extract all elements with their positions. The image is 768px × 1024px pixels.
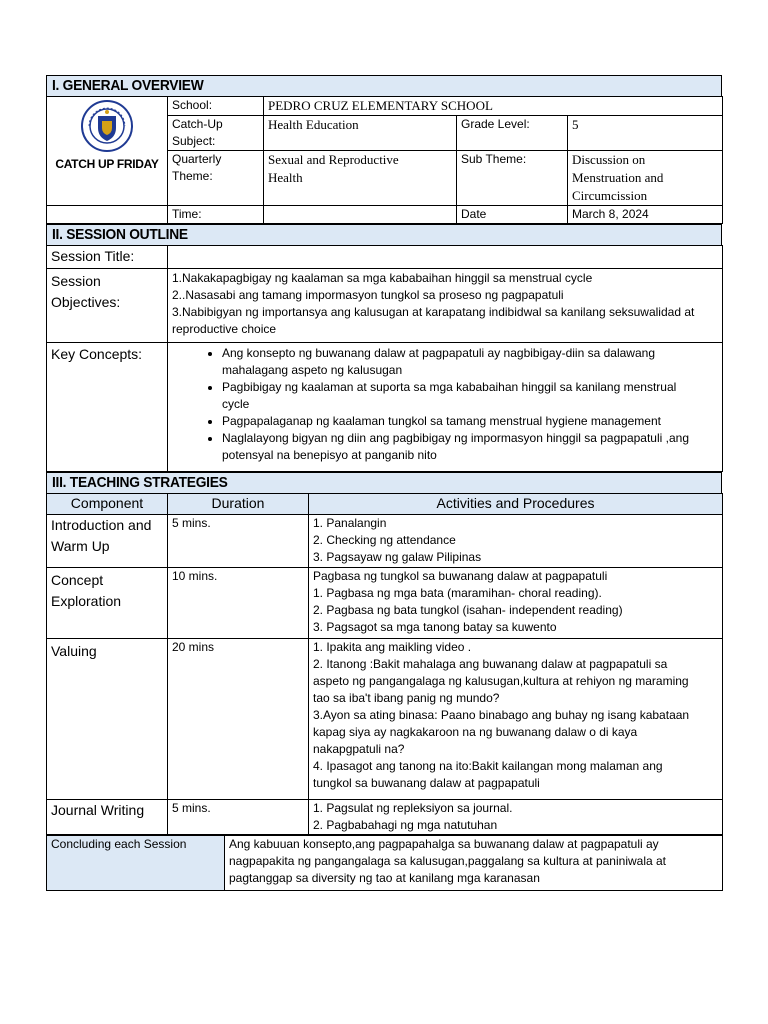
- school-label: School:: [168, 97, 264, 116]
- school-value: PEDRO CRUZ ELEMENTARY SCHOOL: [264, 97, 723, 116]
- subject-label-line: Subject:: [172, 134, 216, 148]
- section-heading-text: I. GENERAL OVERVIEW: [52, 77, 204, 94]
- column-header-duration: Duration: [168, 494, 309, 515]
- sub-theme-value: [568, 151, 723, 206]
- key-concept-item: [222, 413, 718, 430]
- activities-cell: [309, 515, 723, 568]
- concluding-line: Ang kabuuan konsepto,ang pagpapahalga sa buwanang dalaw at pagpapatuli ay: [229, 837, 659, 851]
- activity-line: 1. Panalangin: [313, 516, 387, 530]
- concluding-text-cell: [225, 836, 723, 891]
- objective-item: 3.Nabibigyan ng importansya ang kalusugan at karapatang indibidwal sa kanilang seksuwalidad at: [172, 305, 695, 319]
- subject-label-line: Catch-Up: [172, 117, 223, 131]
- key-concept-line: • Pagbibigay ng kaalaman at suporta sa mga kababaihan hinggil sa kanilang menstrual: [222, 380, 677, 394]
- key-concept-line: • Ang konsepto ng buwanang dalaw at pagpapatuli ay nagbibigay-diin sa dalawang: [222, 346, 655, 360]
- objectives-label-line: Session: [51, 273, 101, 289]
- theme-label-line: Quarterly: [172, 152, 222, 166]
- column-header-activities: Activities and Procedures: [309, 494, 723, 515]
- key-concept-line: • Pagpapalaganap ng kaalaman tungkol sa tamang menstrual hygiene management: [222, 414, 661, 428]
- activity-line: 2. Checking ng attendance: [313, 533, 456, 547]
- concluding-line: nagpapakita ng pangangalaga sa kalusugan,paggalang sa kultura at paniniwala at: [229, 854, 667, 868]
- quarterly-theme-value: [264, 151, 457, 206]
- concluding-table: [46, 835, 723, 891]
- objective-item: 1.Nakakapagbigay ng kaalaman sa mga kababaihan hinggil sa menstrual cycle: [172, 271, 593, 285]
- sub-theme-label: Sub Theme:: [457, 151, 568, 206]
- key-concepts-label: Key Concepts:: [47, 343, 168, 472]
- activity-line: nakapgpatuli na?: [313, 742, 405, 756]
- deped-seal-icon: [81, 100, 133, 152]
- subject-label-cell: [168, 116, 264, 151]
- component-cell: Valuing: [47, 639, 168, 800]
- objective-item: reproductive choice: [172, 322, 277, 336]
- table-row: [47, 800, 723, 835]
- teaching-strategies-table: [46, 493, 723, 835]
- activity-line: 3. Pagsagot sa mga tanong batay sa kuwento: [313, 620, 557, 634]
- key-concepts-list: [172, 345, 718, 464]
- component-line: Concept: [51, 572, 104, 588]
- objective-item: 2..Nasasabi ang tamang impormasyon tungkol sa proseso ng pagpapatuli: [172, 288, 564, 302]
- theme-label-cell: [168, 151, 264, 206]
- theme-value-line: Sexual and Reproductive: [268, 152, 399, 167]
- time-value: [264, 206, 457, 224]
- activity-line: 1. Ipakita ang maikling video .: [313, 640, 472, 654]
- section-heading-session-outline: [46, 224, 722, 246]
- catch-up-friday-label: CATCH UP FRIDAY: [55, 157, 159, 171]
- key-concept-item: [222, 379, 718, 413]
- column-header-component: Component: [47, 494, 168, 515]
- key-concept-item: [222, 345, 718, 379]
- table-row: [47, 639, 723, 800]
- subject-value: Health Education: [264, 116, 457, 151]
- activity-line: 2. Pagbasa ng bata tungkol (isahan- independent reading): [313, 603, 623, 617]
- activity-line: 1. Pagbasa ng mga bata (maramihan- choral reading).: [313, 586, 602, 600]
- activities-cell: [309, 568, 723, 639]
- time-label: Time:: [168, 206, 264, 224]
- theme-value-line: Health: [268, 170, 303, 185]
- activity-line: 3. Pagsayaw ng galaw Pilipinas: [313, 550, 482, 564]
- activity-line: kapag siya ay nagkakaroon na ng buwanang dalaw o di kaya: [313, 725, 638, 739]
- component-cell: [47, 568, 168, 639]
- logo-cell: [47, 97, 168, 206]
- concluding-line: pagtanggap sa diversity ng tao at kanilang mga karanasan: [229, 871, 540, 885]
- table-row: [47, 515, 723, 568]
- duration-cell: 5 mins.: [168, 800, 309, 835]
- grade-level-value: 5: [568, 116, 723, 151]
- key-concept-line: potensyal na benepisyo at panganib nito: [222, 448, 437, 462]
- activity-line: 3.Ayon sa ating binasa: Paano binabago ang buhay ng isang kabataan: [313, 708, 690, 722]
- duration-cell: 5 mins.: [168, 515, 309, 568]
- section-heading-teaching-strategies: [46, 472, 722, 494]
- key-concept-line: • Naglalayong bigyan ng diin ang pagbibigay ng impormasyon hinggil sa pagpapatuli ,ang: [222, 431, 689, 445]
- activity-line: Pagbasa ng tungkol sa buwanang dalaw at pagpapatuli: [313, 569, 608, 583]
- activity-line: 2. Pagbabahagi ng mga natutuhan: [313, 818, 498, 832]
- objectives-label-line: Objectives:: [51, 294, 121, 310]
- activity-line: tungkol sa buwanang dalaw at pagpapatuli: [313, 776, 540, 790]
- session-title-value: [168, 246, 723, 269]
- activities-cell: [309, 639, 723, 800]
- key-concept-item: [222, 430, 718, 464]
- date-label: Date: [457, 206, 568, 224]
- empty-cell: [47, 206, 168, 224]
- activities-cell: [309, 800, 723, 835]
- activity-line: 2. Itanong :Bakit mahalaga ang buwanang dalaw at pagpapatuli sa: [313, 657, 668, 671]
- key-concept-line: mahalagang aspeto ng kalusugan: [222, 363, 403, 377]
- concluding-label: Concluding each Session: [47, 836, 225, 891]
- section-heading-text: III. TEACHING STRATEGIES: [52, 474, 228, 491]
- grade-level-label: Grade Level:: [457, 116, 568, 151]
- objectives-label-cell: [47, 269, 168, 343]
- theme-label-line: Theme:: [172, 169, 213, 183]
- general-overview-table: [46, 96, 723, 224]
- component-line: Introduction and: [51, 517, 152, 533]
- objectives-list: [168, 269, 723, 343]
- section-heading-general-overview: [46, 75, 722, 97]
- activity-line: aspeto ng pangangalaga ng kalusugan,kultura at rehiyon ng maraming: [313, 674, 689, 688]
- session-title-label: Session Title:: [47, 246, 168, 269]
- activity-line: 4. Ipasagot ang tanong na ito:Bakit kailangan mong malaman ang: [313, 759, 663, 773]
- component-line: Warm Up: [51, 538, 110, 554]
- key-concepts-cell: [168, 343, 723, 472]
- activity-line: 1. Pagsulat ng repleksiyon sa journal.: [313, 801, 513, 815]
- duration-cell: 10 mins.: [168, 568, 309, 639]
- sub-theme-line: Discussion on: [572, 152, 646, 167]
- session-outline-table: [46, 245, 723, 472]
- component-cell: [47, 515, 168, 568]
- activity-line: tao sa iba't ibang panig ng mundo?: [313, 691, 500, 705]
- sub-theme-line: Circumcission: [572, 188, 648, 203]
- component-cell: Journal Writing: [47, 800, 168, 835]
- section-heading-text: II. SESSION OUTLINE: [52, 226, 188, 243]
- key-concept-line: cycle: [222, 397, 250, 411]
- sub-theme-line: Menstruation and: [572, 170, 664, 185]
- date-value: March 8, 2024: [568, 206, 723, 224]
- component-line: Exploration: [51, 593, 122, 609]
- table-row: [47, 568, 723, 639]
- duration-cell: 20 mins: [168, 639, 309, 800]
